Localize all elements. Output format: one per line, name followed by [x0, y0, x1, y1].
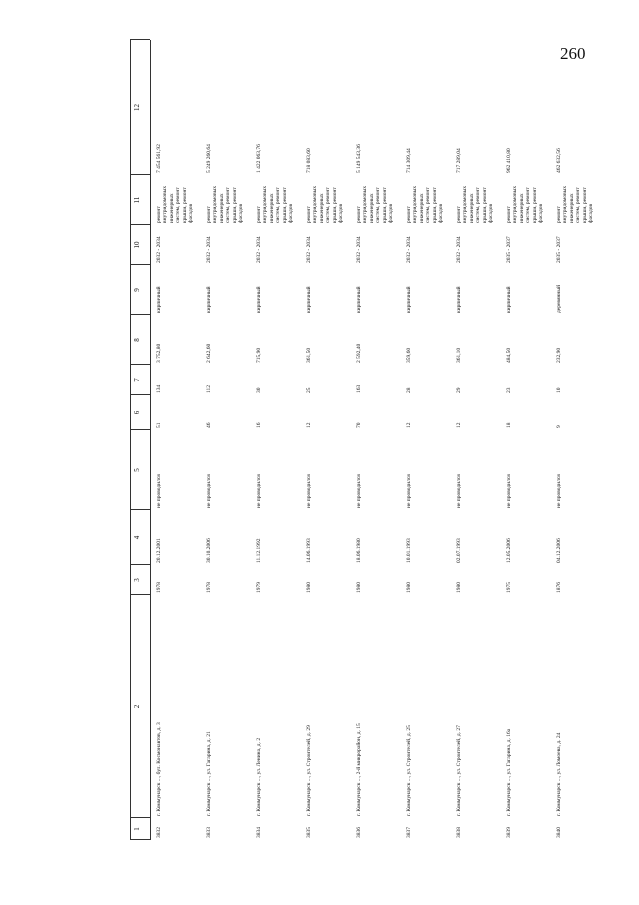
cell-status: не проводился [456, 474, 462, 508]
cell-period: 2032 - 2034 [406, 236, 412, 263]
cell-date: 11.12.1992 [256, 538, 262, 563]
cell-period: 2032 - 2034 [306, 236, 312, 263]
column-divider [130, 174, 150, 175]
cell-c9: кирпичный [306, 286, 312, 313]
cell-c9: кирпичный [406, 286, 412, 313]
cell-year: 1980 [356, 582, 362, 593]
cell-period: 2032 - 2034 [206, 236, 212, 263]
cell-amount: 462 632,56 [556, 148, 562, 173]
cell-year: 1975 [506, 582, 512, 593]
cell-c6: 9 [556, 425, 562, 428]
cell-c9: кирпичный [356, 286, 362, 313]
column-divider [130, 509, 150, 510]
cell-c9: кирпичный [506, 286, 512, 313]
cell-c8: 3 752,80 [156, 343, 162, 363]
cell-address: г. Коммунарск ..., ул. Строителей, д. 27 [456, 725, 462, 816]
cell-address: г. Коммунарск ..., ул. Строителей, д. 25 [406, 725, 412, 816]
cell-work: ремонт внутридомовых инженерных систем, ремонт крыши, ремонт фасадов [306, 185, 345, 223]
cell-id: 3836 [356, 827, 362, 838]
column-divider [130, 364, 150, 365]
column-header-2: 2 [133, 704, 141, 709]
cell-period: 2032 - 2034 [456, 236, 462, 263]
cell-c9: деревянный [556, 284, 562, 313]
cell-c7: 10 [556, 387, 562, 393]
cell-date: 10.01.1993 [406, 538, 412, 563]
cell-c7: 134 [156, 384, 162, 393]
cell-date: 18.06.1980 [356, 538, 362, 563]
cell-date: 20.12.2001 [156, 538, 162, 563]
cell-date: 12.05.2006 [506, 538, 512, 563]
cell-c8: 484,50 [506, 347, 512, 363]
cell-id: 3833 [206, 827, 212, 838]
cell-date: 04.12.2006 [556, 538, 562, 563]
cell-date: 02.07.1993 [456, 538, 462, 563]
cell-amount: 962 410,80 [506, 148, 512, 173]
cell-amount: 7 454 561,92 [156, 144, 162, 173]
cell-work: ремонт внутридомовых инженерных систем, ремонт крыши, ремонт фасадов [356, 185, 395, 223]
cell-year: 1980 [456, 582, 462, 593]
cell-c6: 12 [406, 422, 412, 428]
cell-c7: 23 [506, 387, 512, 393]
rule-line [130, 40, 131, 840]
cell-period: 2035 - 2037 [506, 236, 512, 263]
cell-work: ремонт внутридомовых инженерных систем, ремонт крыши, ремонт фасадов [506, 185, 545, 223]
column-header-4: 4 [133, 535, 141, 540]
cell-c8: 361,50 [306, 347, 312, 363]
cell-c6: 16 [256, 422, 262, 428]
cell-work: ремонт внутридомовых инженерных систем, ремонт крыши, ремонт фасадов [206, 185, 245, 223]
cell-c8: 359,60 [406, 347, 412, 363]
cell-status: не проводился [156, 474, 162, 508]
column-divider [130, 429, 150, 430]
cell-amount: 718 083,60 [306, 148, 312, 173]
cell-c6: 51 [156, 422, 162, 428]
cell-year: 1978 [206, 582, 212, 593]
cell-c8: 361,10 [456, 347, 462, 363]
column-header-8: 8 [133, 338, 141, 342]
cell-id: 3834 [256, 827, 262, 838]
column-divider [130, 264, 150, 265]
cell-amount: 5 249 260,64 [206, 144, 212, 173]
cell-address: г. Коммунарск ..., ул. Ломоева, д. 24 [556, 732, 562, 816]
cell-id: 3837 [406, 827, 412, 838]
cell-c6: 12 [456, 422, 462, 428]
cell-amount: 5 149 543,36 [356, 144, 362, 173]
cell-status: не проводился [406, 474, 412, 508]
column-header-6: 6 [133, 410, 141, 415]
column-header-3: 3 [133, 578, 141, 582]
cell-period: 2032 - 2034 [356, 236, 362, 263]
cell-c9: кирпичный [156, 286, 162, 313]
cell-id: 3838 [456, 827, 462, 838]
column-header-10: 10 [133, 241, 141, 249]
page-number: 260 [560, 44, 586, 63]
cell-c9: кирпичный [456, 286, 462, 313]
cell-c7: 29 [456, 387, 462, 393]
cell-status: не проводился [506, 474, 512, 508]
rotated-table [130, 40, 600, 840]
cell-amount: 714 309,44 [406, 148, 412, 173]
cell-id: 3832 [156, 827, 162, 838]
cell-c8: 715,90 [256, 347, 262, 363]
cell-c8: 232,90 [556, 347, 562, 363]
cell-work: ремонт внутридомовых инженерных систем, ремонт крыши, ремонт фасадов [456, 185, 495, 223]
cell-c6: 70 [356, 422, 362, 428]
cell-period: 2032 - 2034 [156, 236, 162, 263]
cell-id: 3835 [306, 827, 312, 838]
cell-period: 2035 - 2037 [556, 236, 562, 263]
column-divider [130, 314, 150, 315]
cell-address: г. Коммунарск ..., ул. Гагарина, д. 21 [206, 731, 212, 816]
rule-line [150, 40, 151, 840]
cell-status: не проводился [556, 474, 562, 508]
column-divider [130, 594, 150, 595]
column-header-1: 1 [133, 827, 141, 831]
cell-address: г. Коммунарск ..., ул. Строителей, д. 29 [306, 725, 312, 816]
column-divider [130, 817, 150, 818]
cell-c7: 163 [356, 384, 362, 393]
column-header-12: 12 [133, 104, 141, 111]
cell-status: не проводился [206, 474, 212, 508]
cell-id: 3840 [556, 827, 562, 838]
cell-c8: 2 592,40 [356, 343, 362, 363]
cell-work: ремонт внутридомовых инженерных систем, ремонт крыши, ремонт фасадов [156, 185, 195, 223]
cell-c7: 30 [256, 387, 262, 393]
cell-status: не проводился [356, 474, 362, 508]
cell-address: г. Коммунарск ..., бул. Космонавтов, д. 3 [156, 722, 162, 816]
cell-c9: кирпичный [206, 286, 212, 313]
cell-year: 1979 [256, 582, 262, 593]
column-divider [130, 39, 150, 40]
column-header-7: 7 [133, 378, 141, 382]
cell-c6: 46 [206, 422, 212, 428]
cell-status: не проводился [256, 474, 262, 508]
cell-amount: 1 422 063,76 [256, 144, 262, 173]
cell-id: 3839 [506, 827, 512, 838]
cell-status: не проводился [306, 474, 312, 508]
cell-year: 1980 [406, 582, 412, 593]
cell-date: 30.10.2006 [206, 538, 212, 563]
cell-c7: 112 [206, 384, 212, 393]
column-divider [130, 564, 150, 565]
cell-c9: кирпичный [256, 286, 262, 313]
cell-address: г. Коммунарск ..., 2-й микрорайон, д. 15 [356, 723, 362, 816]
column-header-11: 11 [133, 196, 141, 204]
cell-year: 1980 [306, 582, 312, 593]
cell-amount: 717 289,04 [456, 148, 462, 173]
column-divider [130, 224, 150, 225]
cell-c6: 18 [506, 422, 512, 428]
column-header-5: 5 [133, 468, 141, 472]
cell-c6: 12 [306, 422, 312, 428]
cell-period: 2032 - 2034 [256, 236, 262, 263]
column-divider [130, 394, 150, 395]
cell-c7: 28 [406, 387, 412, 393]
column-header-9: 9 [133, 288, 141, 292]
cell-work: ремонт внутридомовых инженерных систем, ремонт крыши, ремонт фасадов [406, 185, 445, 223]
cell-year: 1978 [156, 582, 162, 593]
cell-c8: 2 642,60 [206, 343, 212, 363]
cell-address: г. Коммунарск ..., ул. Гагарина, д. 16а [506, 728, 512, 816]
column-divider [130, 839, 150, 840]
cell-c7: 25 [306, 387, 312, 393]
cell-date: 14.06.1993 [306, 538, 312, 563]
cell-address: г. Коммунарск ..., ул. Ленина, д. 2 [256, 737, 262, 816]
cell-year: 1876 [556, 582, 562, 593]
cell-work: ремонт внутридомовых инженерных систем, ремонт крыши, ремонт фасадов [256, 185, 295, 223]
cell-work: ремонт внутридомовых инженерных систем, ремонт крыши, ремонт фасадов [556, 185, 595, 223]
